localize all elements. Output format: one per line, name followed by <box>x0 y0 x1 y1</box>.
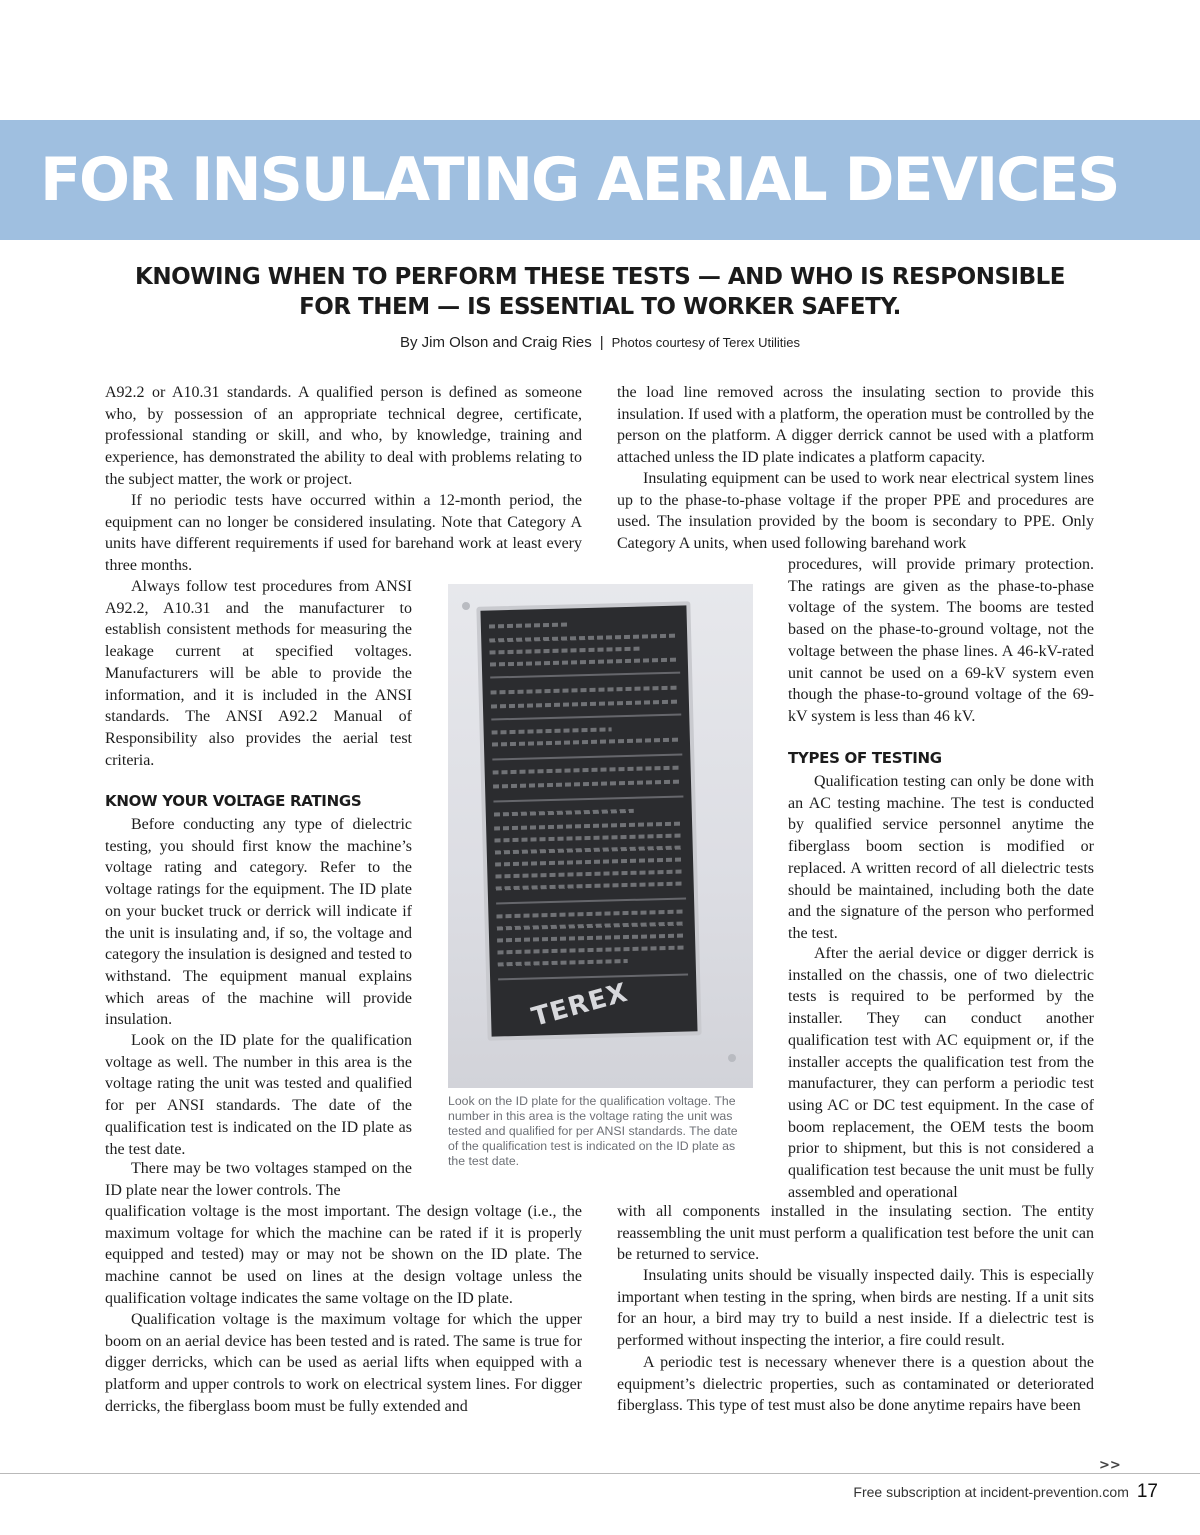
left-paragraph-3: Always follow test procedures from ANSI A92.2, A10.31 and the manufacturer to establish consistent methods for measuring the leakage current at specified voltages. Manufacturers will be able to provide the information, and it is included in the ANSI standards. The ANSI A92.2 Manual of Responsibility also provides the aerial test criteria. <box>105 578 412 769</box>
footer <box>853 1481 1158 1503</box>
photo-caption: Look on the ID plate for the qualification voltage. The number in this area is the voltage rating the unit was tested and qualified for per ANSI standards. The date of the qualification test is indicated on the ID plate as the test date. <box>448 1094 738 1168</box>
right-paragraph-4-start: After the aerial device or digger derrick is installed on the chassis, one of two dielectric tests is required to be performed by the installer. They can conduct another qualification test with AC equipment or, if the installer accepts the qualification test from the manufacturer, they can perform a periodic test using AC or DC test equipment. In the case of boom replacement, the OEM tests the boom prior to shipment, but this is not considered a qualification test because the unit must be fully assembled and operational <box>788 945 1094 1201</box>
page-title: FOR INSULATING AERIAL DEVICES <box>40 145 1119 215</box>
left-paragraph-1: A92.2 or A10.31 standards. A qualified person is defined as someone who, by possession of an appropriate technical degree, certificate, professional standing or skill, and who, by knowledge, training and experience, has demonstrated the ability to deal with problems relating to the subject matter, the work or project. <box>105 384 582 488</box>
left-paragraph-6-cont: qualification voltage is the most important. The design voltage (i.e., the maximum voltage for which the machine can be rated if it is properly equipped and tested) may or may not be shown on the ID plate. The machine cannot be used on lines at the design voltage unless the qualification voltage indicates the same voltage on the ID plate. <box>105 1203 582 1307</box>
terex-id-plate <box>476 601 701 1040</box>
subtitle-line-1: KNOWING WHEN TO PERFORM THESE TESTS — AND WHO IS RESPONSIBLE <box>135 264 1065 290</box>
heading-types-of-testing: TYPES OF TESTING <box>788 749 942 767</box>
left-paragraph-5: Look on the ID plate for the qualification voltage as well. The number in this area is the voltage rating the unit was tested and qualified for per ANSI standards. The date of the qualification test is indicated on the ID plate as the test date. <box>105 1032 412 1158</box>
right-paragraph-5: Insulating units should be visually inspected daily. This is especially important when testing in the spring, when birds are nesting. If a unit sits for an hour, a bird may try to build a nest inside. If a dielectric test is performed without inspecting the interior, a fire could result. <box>617 1267 1094 1350</box>
byline-separator: | <box>599 334 604 351</box>
right-paragraph-2-cont: procedures, will provide primary protection. The ratings are given as the phase-to-phase voltage of the system. The booms are tested based on the phase-to-ground voltage, not the voltage between the phase lines. A 46-kV-rated unit cannot be used on a 69-kV system even though the phase-to-ground voltage of the 69-kV system is less than 46 kV. <box>788 556 1094 725</box>
screw-icon <box>728 1054 736 1062</box>
right-paragraph-6: A periodic test is necessary whenever there is a question about the equipment’s dielectric properties, such as contaminated or deteriorated fiberglass. This type of test must also be done anytime repairs have been <box>617 1354 1094 1415</box>
continued-marker: >> <box>1099 1458 1121 1473</box>
photo-credit: Photos courtesy of Terex Utilities <box>611 335 800 350</box>
right-paragraph-3: Qualification testing can only be done with an AC testing machine. The test is conducted by qualified service personnel anytime the fiberglass boom section is modified or replaced. A written record of all dielectric tests should be maintained, including both the date and the signature of the person who performed the test. <box>788 773 1094 942</box>
subscription-link[interactable]: Free subscription at incident-prevention.com <box>853 1484 1129 1500</box>
left-paragraph-2: If no periodic tests have occurred within a 12-month period, the equipment can no longer be considered insulating. Note that Category A units have different requirements if used for barehand work at least every three months. <box>105 492 582 575</box>
right-paragraph-1: the load line removed across the insulating section to provide this insulation. If used with a platform, the operation must be controlled by the person on the platform. A digger derrick cannot be used with a platform attached unless the ID plate indicates a platform capacity. <box>617 384 1094 467</box>
title-banner <box>0 120 1200 240</box>
subtitle <box>100 262 1100 322</box>
terex-logo: TEREX <box>528 977 632 1033</box>
right-paragraph-2-start: Insulating equipment can be used to work near electrical system lines up to the phase-to-phase voltage if the proper PPE and procedures are used. The insulation provided by the boom is secondary to PPE. Only Category A units, when used following barehand work <box>617 470 1094 553</box>
left-paragraph-6-start: There may be two voltages stamped on the ID plate near the lower controls. The <box>105 1160 412 1199</box>
page-number: 17 <box>1136 1481 1158 1502</box>
heading-voltage-ratings: KNOW YOUR VOLTAGE RATINGS <box>105 792 362 810</box>
subtitle-line-2: FOR THEM — IS ESSENTIAL TO WORKER SAFETY. <box>299 294 901 320</box>
left-paragraph-4: Before conducting any type of dielectric testing, you should first know the machine’s voltage rating and category. Refer to the voltage ratings for the equipment. The ID plate on your bucket truck or derrick will indicate if the unit is insulating and, if so, the voltage and category the insulation is designed and tested to withstand. The equipment manual explains which areas of the machine will provide insulation. <box>105 816 412 1029</box>
id-plate-photo <box>448 584 753 1088</box>
footer-divider <box>0 1473 1200 1474</box>
right-paragraph-4-cont: with all components installed in the insulating section. The entity reassembling the unit must perform a qualification test before the unit can be returned to service. <box>617 1203 1094 1264</box>
byline <box>0 334 1200 351</box>
screw-icon <box>462 602 470 610</box>
left-paragraph-7: Qualification voltage is the maximum voltage for which the upper boom on an aerial device has been tested and is rated. The same is true for digger derricks, which can be used as aerial lifts when equipped with a platform and upper controls to work on electrical system lines. For digger derricks, the fiberglass boom must be fully extended and <box>105 1311 582 1415</box>
byline-authors: By Jim Olson and Craig Ries <box>400 334 592 351</box>
